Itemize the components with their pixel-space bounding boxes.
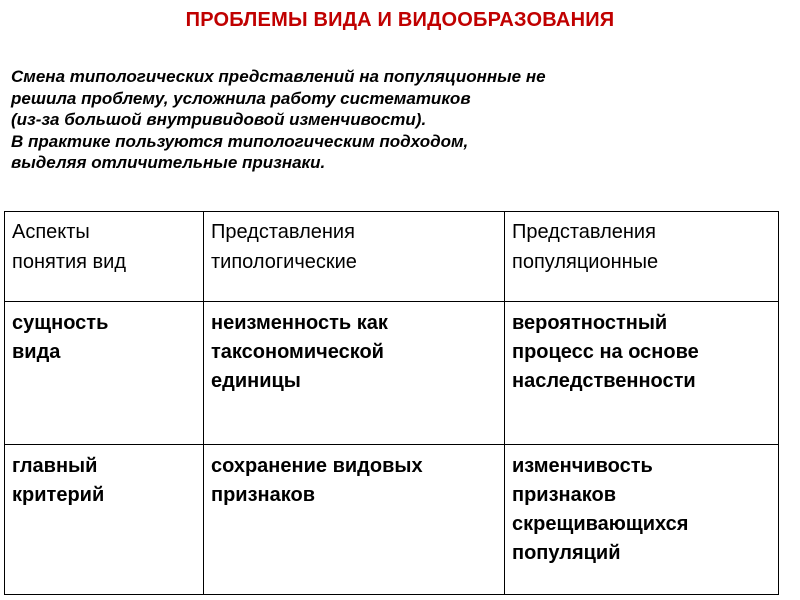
cell-line: главный <box>12 455 98 477</box>
cell-line: изменчивость <box>512 455 653 477</box>
cell-line: понятия вид <box>12 251 127 273</box>
typological-cell <box>204 302 505 445</box>
intro-line: выделяя отличительные признаки. <box>11 153 326 172</box>
cell-line: таксономической <box>211 341 384 363</box>
cell-line: признаков <box>211 484 315 506</box>
cell-line: вида <box>12 341 61 363</box>
cell-line: наследственности <box>512 370 696 392</box>
intro-line: решила проблему, усложнила работу систематиков <box>11 88 471 108</box>
intro-line: В практике пользуются типологическим подходом, <box>11 131 469 151</box>
cell-line: сохранение видовых <box>211 455 423 477</box>
table-row <box>5 445 779 595</box>
population-cell <box>505 445 779 595</box>
cell-line: сущность <box>12 312 109 334</box>
cell-line: скрещивающихся <box>512 513 689 535</box>
header-cell-aspects <box>5 212 204 302</box>
aspect-cell <box>5 302 204 445</box>
cell-line: популяций <box>512 542 621 564</box>
intro-paragraph <box>11 66 751 174</box>
cell-line: Представления <box>512 221 656 243</box>
typological-cell <box>204 445 505 595</box>
cell-line: Аспекты <box>12 221 90 243</box>
cell-line: единицы <box>211 370 301 392</box>
header-cell-population <box>505 212 779 302</box>
population-cell <box>505 302 779 445</box>
table-header-row <box>5 212 779 302</box>
cell-line: неизменность как <box>211 312 388 334</box>
comparison-table <box>4 211 779 595</box>
cell-line: Представления <box>211 221 355 243</box>
header-cell-typological <box>204 212 505 302</box>
cell-line: типологические <box>211 251 357 273</box>
cell-line: вероятностный <box>512 312 668 334</box>
table-row <box>5 302 779 445</box>
slide-title: ПРОБЛЕМЫ ВИДА И ВИДООБРАЗОВАНИЯ <box>185 9 615 31</box>
intro-line: (из-за большой внутривидовой изменчивости). <box>11 110 427 129</box>
cell-line: признаков <box>512 484 616 506</box>
intro-line: Смена типологических представлений на популяционные не <box>11 67 546 86</box>
cell-line: процесс на основе <box>512 341 699 363</box>
aspect-cell <box>5 445 204 595</box>
cell-line: критерий <box>12 484 105 506</box>
cell-line: популяционные <box>512 251 659 273</box>
